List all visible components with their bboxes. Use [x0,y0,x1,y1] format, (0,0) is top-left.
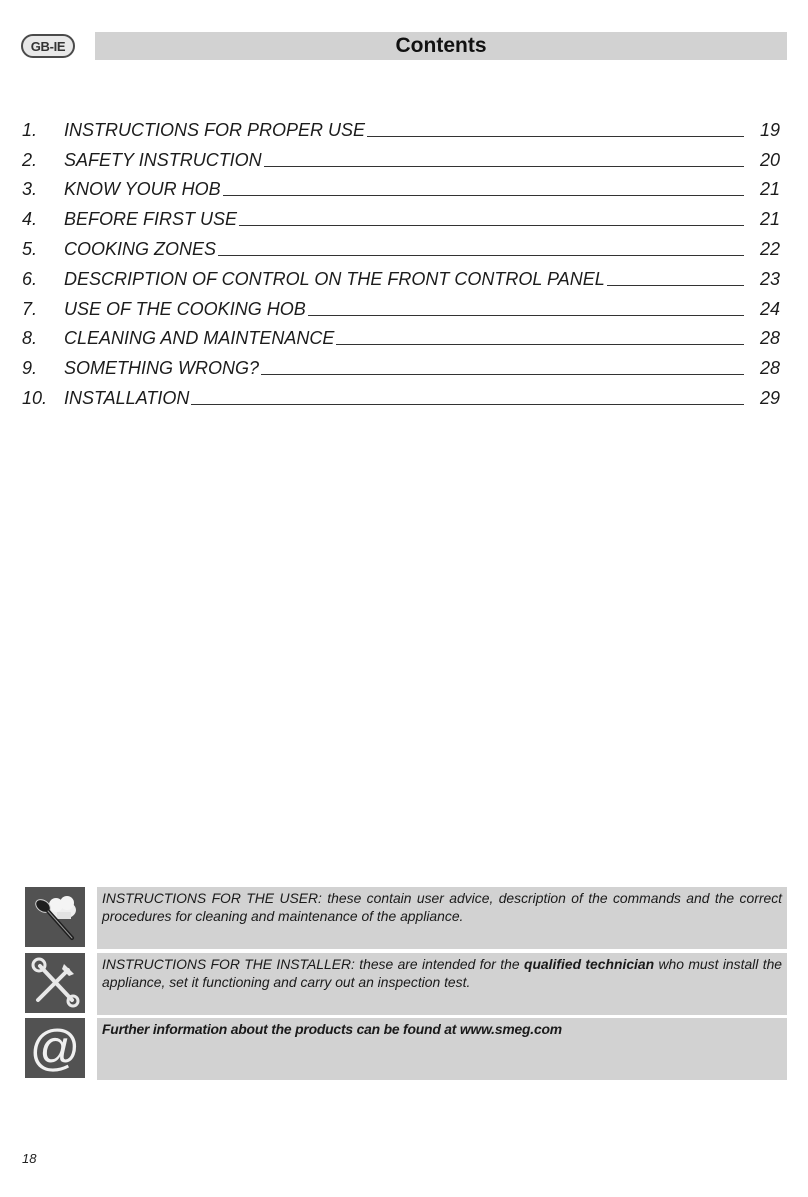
toc-number: 3. [22,179,38,200]
toc-title: KNOW YOUR HOB [64,179,221,200]
toc-leader-line [264,165,744,167]
toc-page-number: 23 [759,268,780,289]
toc-page-number: 21 [759,209,780,230]
page-title: Contents [395,34,487,57]
chef-spoon-icon [25,887,85,947]
toc-entry[interactable] [22,200,780,230]
toc-leader-line [607,284,744,286]
toc-title: SOMETHING WRONG? [64,358,260,379]
toc-entry[interactable] [22,111,780,141]
user-instructions-text: INSTRUCTIONS FOR THE USER: these contain user advice, description of the commands and the correct procedures for cleaning and maintenance of the appliance. [97,887,787,949]
toc-entry[interactable] [22,320,780,350]
toc-page-number: 20 [759,149,780,170]
toc-leader-line [308,314,744,316]
toc-number: 5. [22,238,38,259]
toc-number: 9. [22,358,38,379]
toc-leader-line [336,343,744,345]
toc-number: 1. [22,119,38,140]
toc-title: USE OF THE COOKING HOB [64,298,306,319]
toc-entry[interactable] [22,171,780,201]
toc-entry[interactable] [22,349,780,379]
toc-page-number: 28 [759,358,780,379]
table-of-contents [22,111,780,409]
toc-page-number: 28 [759,328,780,349]
toc-entry[interactable] [22,230,780,260]
toc-number: 8. [22,328,38,349]
toc-entry[interactable] [22,141,780,171]
web-info-note [25,1018,787,1080]
installer-text-lead: INSTRUCTIONS FOR THE INSTALLER: these are intended for the [102,955,524,972]
toc-entry[interactable] [22,260,780,290]
toc-entry[interactable] [22,290,780,320]
toc-title: SAFETY INSTRUCTION [64,149,262,170]
toc-leader-line [223,194,744,196]
toc-number: 6. [22,268,38,289]
toc-title: INSTALLATION [64,387,190,408]
toc-title: BEFORE FIRST USE [64,209,238,230]
toc-number: 10. [22,387,48,408]
toc-number: 4. [22,209,38,230]
notes-section [25,887,787,1084]
toc-leader-line [191,403,744,405]
toc-page-number: 24 [759,298,780,319]
toc-number: 2. [22,149,38,170]
at-sign-icon [25,1018,85,1078]
toc-page-number: 19 [759,119,780,140]
web-info-text: Further information about the products can be found at www.smeg.com [97,1018,787,1080]
page-number: 18 [22,1151,37,1166]
toc-page-number: 22 [759,238,780,259]
toc-leader-line [367,135,744,137]
installer-instructions-text [97,953,787,1015]
toc-title: INSTRUCTIONS FOR PROPER USE [64,119,366,140]
toc-title: DESCRIPTION OF CONTROL ON THE FRONT CONTROL PANEL [64,268,605,289]
language-badge-label: GB-IE [30,38,66,54]
toc-title: CLEANING AND MAINTENANCE [64,328,335,349]
user-instructions-note [25,887,787,949]
installer-instructions-note [25,953,787,1015]
toc-page-number: 29 [759,387,780,408]
toc-leader-line [218,254,744,256]
at-sign-glyph: @ [29,1020,81,1076]
toc-leader-line [261,373,744,375]
title-bar [95,32,787,60]
tools-icon [25,953,85,1013]
toc-page-number: 21 [759,179,780,200]
toc-leader-line [239,224,744,226]
toc-title: COOKING ZONES [64,238,217,259]
installer-text-tail: who must install the appliance, set it functioning and carry out an inspection test. [102,955,783,990]
qualified-technician-emphasis: qualified technician [523,955,655,972]
toc-entry[interactable] [22,379,780,409]
language-badge [21,34,75,58]
toc-number: 7. [22,298,38,319]
